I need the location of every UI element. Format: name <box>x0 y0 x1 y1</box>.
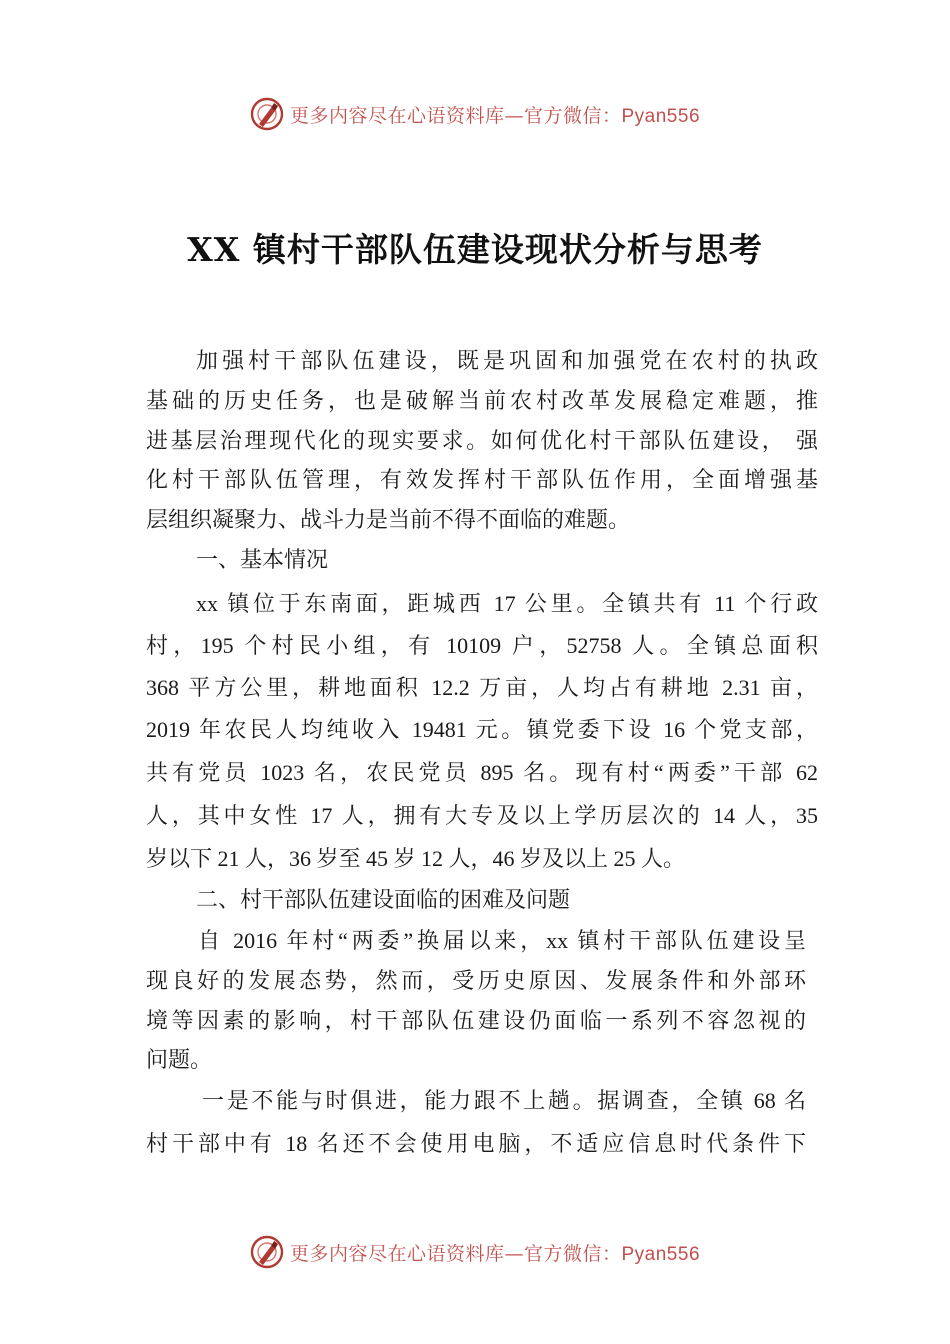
para4-line-1: 一是不能与时俱进，能力跟不上趟。据调查，全镇 68 名 <box>202 1088 806 1113</box>
header-banner <box>0 94 950 134</box>
para1-line-2: 基础的历史任务，也是破解当前农村改革发展稳定难题，推 <box>146 389 818 414</box>
para2-line-5: 共有党员 1023 名，农民党员 895 名。现有村“两委”干部 62 <box>146 760 818 785</box>
para2-line-6: 人，其中女性 17 人，拥有大专及以上学历层次的 14 人，35 <box>146 803 818 828</box>
para1-line-5: 层组织凝聚力、战斗力是当前不得不面临的难题。 <box>146 508 631 533</box>
para3-line-3: 境等因素的影响，村干部队伍建设仍面临一系列不容忽视的 <box>146 1009 806 1034</box>
pen-logo-icon <box>250 97 284 131</box>
footer-banner <box>0 1232 950 1272</box>
document-title: XX 镇村干部队伍建设现状分析与思考 <box>187 230 763 269</box>
para2-line-3: 368 平方公里，耕地面积 12.2 万亩，人均占有耕地 2.31 亩， <box>146 675 818 700</box>
para2-line-4: 2019 年农民人均纯收入 19481 元。镇党委下设 16 个党支部， <box>146 717 818 742</box>
para2-line-7: 岁以下 21 人，36 岁至 45 岁 12 人，46 岁及以上 25 人。 <box>146 846 686 871</box>
wechat-id: Pyan556 <box>621 1243 701 1265</box>
banner-text: 更多内容尽在心语资料库—官方微信：Pyan556 <box>289 1242 701 1265</box>
para2-line-2: 村，195 个村民小组，有 10109 户，52758 人。全镇总面积 <box>146 633 818 658</box>
para3-line-4: 问题。 <box>146 1048 213 1073</box>
para1-line-1: 加强村干部队伍建设，既是巩固和加强党在农村的执政 <box>196 349 818 374</box>
para1-line-3: 进基层治理现代化的现实要求。如何优化村干部队伍建设， 强 <box>146 429 818 454</box>
para4-line-2: 村干部中有 18 名还不会使用电脑，不适应信息时代条件下 <box>146 1131 806 1156</box>
para3-line-2: 现良好的发展态势，然而，受历史原因、发展条件和外部环 <box>146 969 806 994</box>
para2-line-1: xx 镇位于东南面，距城西 17 公里。全镇共有 11 个行政 <box>196 591 818 616</box>
para1-line-4: 化村干部队伍管理，有效发挥村干部队伍作用，全面增强基 <box>146 468 818 493</box>
para3-line-1: 自 2016 年村“两委”换届以来，xx 镇村干部队伍建设呈 <box>198 928 806 953</box>
wechat-id: Pyan556 <box>621 105 701 127</box>
pen-logo-icon <box>250 1235 284 1269</box>
section-heading-1: 一、基本情况 <box>196 548 329 573</box>
section-heading-2: 二、村干部队伍建设面临的困难及问题 <box>196 888 571 913</box>
banner-text: 更多内容尽在心语资料库—官方微信：Pyan556 <box>289 104 701 127</box>
